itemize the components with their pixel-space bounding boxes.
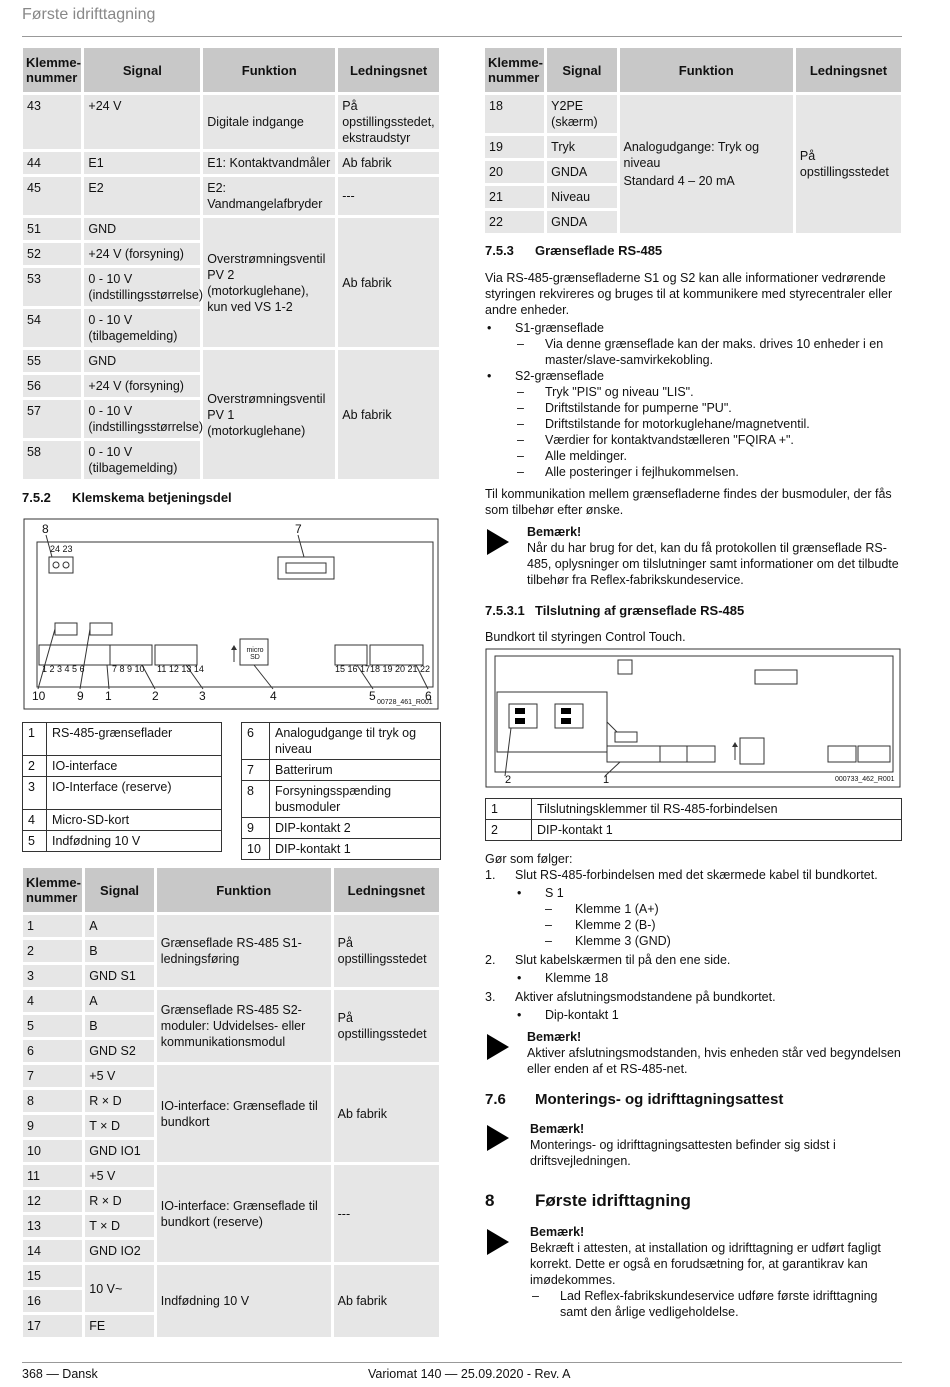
cell-signal: 0 - 10 V (indstillingsstørrelse) bbox=[84, 400, 200, 438]
cell-klemme: 10 bbox=[23, 1140, 82, 1162]
cell-klemme: 6 bbox=[23, 1040, 82, 1062]
section-title: Grænseflade RS-485 bbox=[535, 243, 663, 258]
cell-signal: GNDA bbox=[547, 211, 616, 233]
legend-text: IO-interface bbox=[47, 756, 222, 777]
cell-ledningsnet: --- bbox=[334, 1165, 439, 1262]
cell-klemme: 51 bbox=[23, 218, 81, 240]
callout-4: 4 bbox=[270, 689, 277, 703]
section-heading-8 bbox=[485, 1191, 691, 1211]
cell-klemme: 7 bbox=[23, 1065, 82, 1087]
note-arrow-icon bbox=[487, 1229, 509, 1255]
cell-signal: +5 V bbox=[85, 1065, 154, 1087]
callout-8: 8 bbox=[42, 522, 49, 536]
motherboard-diagram bbox=[485, 648, 901, 788]
cell-klemme: 15 bbox=[23, 1265, 82, 1287]
note-arrow-icon bbox=[487, 1125, 509, 1151]
cell-funktion bbox=[620, 95, 793, 233]
legend-num: 8 bbox=[242, 781, 270, 818]
s1-title: S1-grænseflade bbox=[515, 321, 604, 335]
col-header-funktion: Funktion bbox=[203, 48, 335, 92]
terminal-label-24-23: 24 23 bbox=[50, 544, 73, 554]
terminal-label-18-22: 18 19 20 21 22 bbox=[370, 664, 431, 674]
legend-row bbox=[242, 818, 441, 839]
cell-klemme: 45 bbox=[23, 177, 81, 215]
cell-klemme: 11 bbox=[23, 1165, 82, 1187]
note-title: Bemærk! bbox=[530, 1122, 585, 1136]
cell-signal: GND bbox=[84, 350, 200, 372]
list-item: Driftstilstande for motorkuglehane/magnetventil. bbox=[545, 417, 810, 431]
section-number: 7.6 bbox=[485, 1091, 506, 1108]
legend-text: DIP-kontakt 1 bbox=[532, 820, 902, 841]
table-row bbox=[23, 990, 439, 1012]
cell-signal: B bbox=[85, 940, 154, 962]
note-text: Monterings- og idrifttagningsattesten befinder sig sidst i driftsvejledningen. bbox=[530, 1138, 836, 1168]
table-row bbox=[23, 350, 439, 372]
note-block bbox=[527, 1029, 902, 1077]
legend-num: 9 bbox=[242, 818, 270, 839]
table-row bbox=[23, 177, 439, 215]
table-row bbox=[23, 1265, 439, 1287]
col-header-signal: Signal bbox=[84, 48, 200, 92]
cell-signal: T × D bbox=[85, 1215, 154, 1237]
callout-2: 2 bbox=[505, 774, 512, 786]
callout-1: 1 bbox=[105, 689, 112, 703]
legend-num: 1 bbox=[486, 799, 532, 820]
sub-item: Klemme 1 (A+) bbox=[575, 902, 659, 916]
legend-num: 2 bbox=[486, 820, 532, 841]
step-number: 2. bbox=[485, 953, 496, 967]
legend-num: 4 bbox=[23, 810, 47, 831]
cell-funktion: IO-interface: Grænseflade til bundkort bbox=[157, 1065, 331, 1162]
page-header-title: Første idrifttagning bbox=[22, 6, 156, 23]
cell-ledningsnet: Ab fabrik bbox=[334, 1065, 439, 1162]
callout-10: 10 bbox=[32, 689, 46, 703]
callout-7: 7 bbox=[295, 522, 302, 536]
legend-num: 1 bbox=[23, 723, 47, 756]
cell-klemme: 14 bbox=[23, 1240, 82, 1262]
list-item: Alle meldinger. bbox=[545, 449, 627, 463]
note-text: Når du har brug for det, kan du få protokollen til grænseflade RS-485, oplysninger om tilslutninger samt informationer om det tilbudte tilbehør fra Reflex-fabrikskundeservice. bbox=[527, 541, 899, 587]
cell-klemme: 57 bbox=[23, 400, 81, 438]
cell-funktion: IO-interface: Grænseflade til bundkort (reserve) bbox=[157, 1165, 331, 1262]
cell-ledningsnet: På opstillingsstedet bbox=[334, 990, 439, 1062]
cell-klemme: 4 bbox=[23, 990, 82, 1012]
note-title: Bemærk! bbox=[527, 1030, 582, 1044]
section-title: Første idrifttagning bbox=[535, 1191, 691, 1210]
cell-ledningsnet: På opstillingsstedet bbox=[796, 95, 901, 233]
legend-rs485 bbox=[485, 798, 902, 841]
section-number: 8 bbox=[485, 1191, 495, 1210]
cell-signal: FE bbox=[85, 1315, 154, 1337]
cell-funktion: Grænseflade RS-485 S2-moduler: Udvidelses- eller kommunikationsmodul bbox=[157, 990, 331, 1062]
cell-funktion: E1: Kontaktvandmåler bbox=[203, 152, 335, 174]
cell-klemme: 21 bbox=[485, 186, 544, 208]
section-title: Monterings- og idrifttagningsattest bbox=[535, 1091, 784, 1108]
cell-klemme: 16 bbox=[23, 1290, 82, 1312]
terminal-diagram-control-unit bbox=[22, 517, 440, 711]
table-row bbox=[23, 1165, 439, 1187]
terminal-label-7-10: 7 8 9 10 bbox=[112, 664, 145, 674]
cell-funktion: Overstrømningsventil PV 2 (motorkuglehane), kun ved VS 1-2 bbox=[203, 218, 335, 347]
cell-signal: +24 V bbox=[84, 95, 200, 149]
steps-list: Gør som følger: 1. Slut RS-485-forbindelsen med det skærmede kabel til bundkortet. • S 1 – Klemme 1 (A+) – Klemme 2 (B-) – Klemme 3 (GND) 2. Slut kabelskærmen til på den ene side. • Klemme 18 3. Aktiver afslutningsmodstandene på bundkortet. • Dip-kontakt 1 bbox=[485, 851, 903, 1023]
cell-signal: A bbox=[85, 990, 154, 1012]
legend-row bbox=[242, 781, 441, 818]
legend-row bbox=[23, 831, 222, 852]
note-text: Bekræft i attesten, at installation og idrifttagning er udført fagligt korrekt. Dette er også en forudsætning for, at garantikrav kan imødekommes. bbox=[530, 1241, 881, 1287]
legend-row bbox=[242, 723, 441, 760]
cell-ledningsnet: Ab fabrik bbox=[338, 350, 439, 479]
section-title: Tilslutning af grænseflade RS-485 bbox=[535, 603, 745, 618]
callout-2: 2 bbox=[152, 689, 159, 703]
s1-list: • S1-grænseflade – Via denne grænseflade kan der maks. drives 10 enheder i en master/slave-samvirkekobling. • S2-grænseflade – Tryk "PIS" og niveau "LIS". – Driftstilstande for pumperne "PU". – Driftstilstande for motorkuglehane/magnetventil. – Værdier for kontaktvandstælleren "FQIRA +". – Alle meldinger. – Alle posteringer i fejlhukommelsen. bbox=[487, 321, 884, 479]
table-terminals-18-22 bbox=[482, 45, 904, 236]
cell-signal: GNDA bbox=[547, 161, 616, 183]
cell-signal: B bbox=[85, 1015, 154, 1037]
cell-klemme: 22 bbox=[485, 211, 544, 233]
paragraph-bundkort: Bundkort til styringen Control Touch. bbox=[485, 630, 686, 644]
legend-text: Batterirum bbox=[270, 760, 441, 781]
footer-page-number: 368 — Dansk bbox=[22, 1367, 98, 1381]
callout-6: 6 bbox=[425, 689, 432, 703]
step-text: Aktiver afslutningsmodstandene på bundkortet. bbox=[515, 990, 776, 1004]
cell-klemme: 2 bbox=[23, 940, 82, 962]
cell-klemme: 54 bbox=[23, 309, 81, 347]
cell-ledningsnet: Ab fabrik bbox=[338, 152, 439, 174]
cell-funktion: Indfødning 10 V bbox=[157, 1265, 331, 1337]
footer-document-info: Variomat 140 — 25.09.2020 - Rev. A bbox=[368, 1367, 571, 1381]
col-header-funktion: Funktion bbox=[620, 48, 793, 92]
note-title: Bemærk! bbox=[527, 525, 582, 539]
header-divider bbox=[22, 36, 902, 37]
table-terminals-43-58 bbox=[20, 45, 442, 482]
section-heading-7-5-3 bbox=[485, 243, 662, 258]
legend-text: Micro-SD-kort bbox=[47, 810, 222, 831]
table-row bbox=[23, 152, 439, 174]
note-block bbox=[530, 1121, 902, 1169]
legend-text: Forsyningsspænding busmoduler bbox=[270, 781, 441, 818]
cell-klemme: 5 bbox=[23, 1015, 82, 1037]
col-header-klemme: Klemme- nummer bbox=[23, 868, 82, 912]
table-row bbox=[23, 1065, 439, 1087]
cell-signal: 10 V~ bbox=[85, 1265, 154, 1312]
terminal-label-1-6: 1 2 3 4 5 6 bbox=[42, 664, 85, 674]
legend-row bbox=[242, 839, 441, 860]
cell-klemme: 19 bbox=[485, 136, 544, 158]
section-number: 7.5.3.1 bbox=[485, 603, 525, 618]
legend-num: 2 bbox=[23, 756, 47, 777]
list-item: Tryk "PIS" og niveau "LIS". bbox=[545, 385, 694, 399]
cell-klemme: 56 bbox=[23, 375, 81, 397]
cell-ledningsnet: Ab fabrik bbox=[334, 1265, 439, 1337]
cell-klemme: 58 bbox=[23, 441, 81, 479]
col-header-klemme: Klemme- nummer bbox=[485, 48, 544, 92]
cell-signal: 0 - 10 V (tilbagemelding) bbox=[84, 441, 200, 479]
callout-1: 1 bbox=[603, 774, 610, 786]
cell-klemme: 52 bbox=[23, 243, 81, 265]
diagram-code: 00728_461_R001 bbox=[377, 699, 433, 706]
cell-klemme: 20 bbox=[485, 161, 544, 183]
legend-text: RS-485-grænseflader bbox=[47, 723, 222, 756]
table-row bbox=[485, 95, 901, 133]
legend-row bbox=[486, 820, 902, 841]
cell-ledningsnet: --- bbox=[338, 177, 439, 215]
legend-right bbox=[241, 722, 441, 860]
cell-signal: R × D bbox=[85, 1190, 154, 1212]
table-row bbox=[23, 218, 439, 240]
cell-klemme: 8 bbox=[23, 1090, 82, 1112]
legend-num: 6 bbox=[242, 723, 270, 760]
cell-signal: GND bbox=[84, 218, 200, 240]
legend-text: Analogudgange til tryk og niveau bbox=[270, 723, 441, 760]
circuit-board-diagram bbox=[22, 517, 440, 711]
cell-ledningsnet: På opstillingsstedet bbox=[334, 915, 439, 987]
legend-num: 3 bbox=[23, 777, 47, 810]
s2-title: S2-grænseflade bbox=[515, 369, 604, 383]
cell-funktion: E2: Vandmangelafbryder bbox=[203, 177, 335, 215]
rs485-board-diagram bbox=[485, 648, 901, 788]
cell-klemme: 13 bbox=[23, 1215, 82, 1237]
section-heading-7-5-2 bbox=[22, 490, 232, 505]
list-item: Via denne grænseflade kan der maks. drives 10 enheder i en master/slave-samvirkekobling. bbox=[545, 337, 884, 367]
note-title: Bemærk! bbox=[530, 1225, 585, 1239]
cell-signal: E1 bbox=[84, 152, 200, 174]
col-header-ledningsnet: Ledningsnet bbox=[796, 48, 901, 92]
paragraph-outro: Til kommunikation mellem grænsefladerne findes der busmoduler, der fås som tilbehør efter ønske. bbox=[485, 487, 892, 517]
legend-text: DIP-kontakt 1 bbox=[270, 839, 441, 860]
callout-9: 9 bbox=[77, 689, 84, 703]
cell-klemme: 1 bbox=[23, 915, 82, 937]
cell-klemme: 17 bbox=[23, 1315, 82, 1337]
cell-signal: Tryk bbox=[547, 136, 616, 158]
cell-signal: GND S1 bbox=[85, 965, 154, 987]
legend-row bbox=[23, 810, 222, 831]
cell-klemme: 43 bbox=[23, 95, 81, 149]
list-item: Driftstilstande for pumperne "PU". bbox=[545, 401, 732, 415]
sub-item: Dip-kontakt 1 bbox=[545, 1008, 619, 1022]
cell-signal: +5 V bbox=[85, 1165, 154, 1187]
note-text: Aktiver afslutningsmodstanden, hvis enheden står ved begyndelsen eller enden af et RS-485-net. bbox=[527, 1046, 901, 1076]
step-number: 1. bbox=[485, 868, 496, 882]
list-item: Værdier for kontaktvandstælleren "FQIRA +". bbox=[545, 433, 794, 447]
micro-sd-label: micro SD bbox=[246, 647, 264, 661]
legend-num: 10 bbox=[242, 839, 270, 860]
cell-signal: +24 V (forsyning) bbox=[84, 375, 200, 397]
section-heading-7-5-3-1 bbox=[485, 603, 744, 618]
steps-title: Gør som følger: bbox=[485, 852, 573, 866]
section-number: 7.5.2 bbox=[22, 490, 51, 505]
step-text: Slut RS-485-forbindelsen med det skærmede kabel til bundkortet. bbox=[515, 868, 878, 882]
legend-row bbox=[23, 756, 222, 777]
legend-row bbox=[242, 760, 441, 781]
cell-signal: R × D bbox=[85, 1090, 154, 1112]
step-text: Slut kabelskærmen til på den ene side. bbox=[515, 953, 731, 967]
cell-klemme: 9 bbox=[23, 1115, 82, 1137]
section-title: Klemskema betjeningsdel bbox=[72, 490, 232, 505]
legend-num: 5 bbox=[23, 831, 47, 852]
cell-klemme: 12 bbox=[23, 1190, 82, 1212]
list-item: Alle posteringer i fejlhukommelsen. bbox=[545, 465, 739, 479]
table-terminals-1-17 bbox=[20, 865, 442, 1340]
cell-signal: 0 - 10 V (tilbagemelding) bbox=[84, 309, 200, 347]
cell-funktion: Overstrømningsventil PV 1 (motorkuglehane) bbox=[203, 350, 335, 479]
legend-row bbox=[23, 723, 222, 756]
note-arrow-icon bbox=[487, 529, 509, 555]
cell-signal: GND IO1 bbox=[85, 1140, 154, 1162]
cell-signal: Y2PE (skærm) bbox=[547, 95, 616, 133]
cell-signal: +24 V (forsyning) bbox=[84, 243, 200, 265]
cell-klemme: 3 bbox=[23, 965, 82, 987]
sub-item: Klemme 3 (GND) bbox=[575, 934, 671, 948]
cell-signal: GND IO2 bbox=[85, 1240, 154, 1262]
paragraph-intro: Via RS-485-grænsefladerne S1 og S2 kan alle informationer vedrørende styringen rekvireres og bruges til at kommunikere med styrecentraler eller andre enheder. bbox=[485, 271, 893, 317]
col-header-klemme: Klemme- nummer bbox=[23, 48, 81, 92]
table-row bbox=[23, 915, 439, 937]
legend-num: 7 bbox=[242, 760, 270, 781]
cell-klemme: 55 bbox=[23, 350, 81, 372]
section-number: 7.5.3 bbox=[485, 243, 514, 258]
section-heading-7-6 bbox=[485, 1091, 783, 1108]
list-item: Lad Reflex-fabrikskundeservice udføre første idrifttagning samt den årlige vedligeholdelse. bbox=[560, 1289, 878, 1319]
cell-ledningsnet: Ab fabrik bbox=[338, 218, 439, 347]
terminal-label-11-14: 11 12 13 14 bbox=[157, 664, 204, 674]
cell-klemme: 44 bbox=[23, 152, 81, 174]
cell-signal: A bbox=[85, 915, 154, 937]
legend-text: Indfødning 10 V bbox=[47, 831, 222, 852]
sub-item: Klemme 18 bbox=[545, 971, 609, 985]
callout-3: 3 bbox=[199, 689, 206, 703]
cell-signal: E2 bbox=[84, 177, 200, 215]
footer-divider bbox=[22, 1362, 902, 1363]
legend-row bbox=[23, 777, 222, 810]
legend-text: IO-Interface (reserve) bbox=[47, 777, 222, 810]
legend-text: Tilslutningsklemmer til RS-485-forbindelsen bbox=[532, 799, 902, 820]
note-block bbox=[527, 524, 902, 588]
legend-text: DIP-kontakt 2 bbox=[270, 818, 441, 839]
cell-signal: 0 - 10 V (indstillingsstørrelse) bbox=[84, 268, 200, 306]
col-header-ledningsnet: Ledningsnet bbox=[334, 868, 439, 912]
cell-ledningsnet: På opstillingsstedet, ekstraudstyr bbox=[338, 95, 439, 149]
funktion-line-2: Standard 4 – 20 mA bbox=[623, 174, 735, 188]
sub-item: Klemme 2 (B-) bbox=[575, 918, 656, 932]
cell-funktion: Grænseflade RS-485 S1-ledningsføring bbox=[157, 915, 331, 987]
table-row bbox=[23, 95, 439, 149]
cell-funktion: Digitale indgange bbox=[203, 95, 335, 149]
terminal-label-15-17: 15 16 17 bbox=[335, 664, 371, 674]
cell-signal: T × D bbox=[85, 1115, 154, 1137]
step-number: 3. bbox=[485, 990, 496, 1004]
note-block: Bemærk! Bekræft i attesten, at installation og idrifttagning er udført fagligt korrekt. Dette er også en forudsætning for, at garantikrav kan imødekommes. – Lad Reflex-fabrikskundeservice udføre første idrifttagning samt den årlige vedligeholdelse. bbox=[530, 1224, 902, 1320]
cell-klemme: 18 bbox=[485, 95, 544, 133]
diagram-code: 000733_462_R001 bbox=[835, 776, 895, 783]
legend-row bbox=[486, 799, 902, 820]
note-arrow-icon bbox=[487, 1034, 509, 1060]
sub-item: S 1 bbox=[545, 886, 564, 900]
funktion-line-1: Analogudgange: Tryk og niveau bbox=[623, 140, 760, 170]
col-header-signal: Signal bbox=[85, 868, 154, 912]
col-header-funktion: Funktion bbox=[157, 868, 331, 912]
legend-left bbox=[22, 722, 222, 852]
callout-5: 5 bbox=[369, 689, 376, 703]
cell-signal: GND S2 bbox=[85, 1040, 154, 1062]
cell-signal: Niveau bbox=[547, 186, 616, 208]
col-header-signal: Signal bbox=[547, 48, 616, 92]
cell-klemme: 53 bbox=[23, 268, 81, 306]
col-header-ledningsnet: Ledningsnet bbox=[338, 48, 439, 92]
